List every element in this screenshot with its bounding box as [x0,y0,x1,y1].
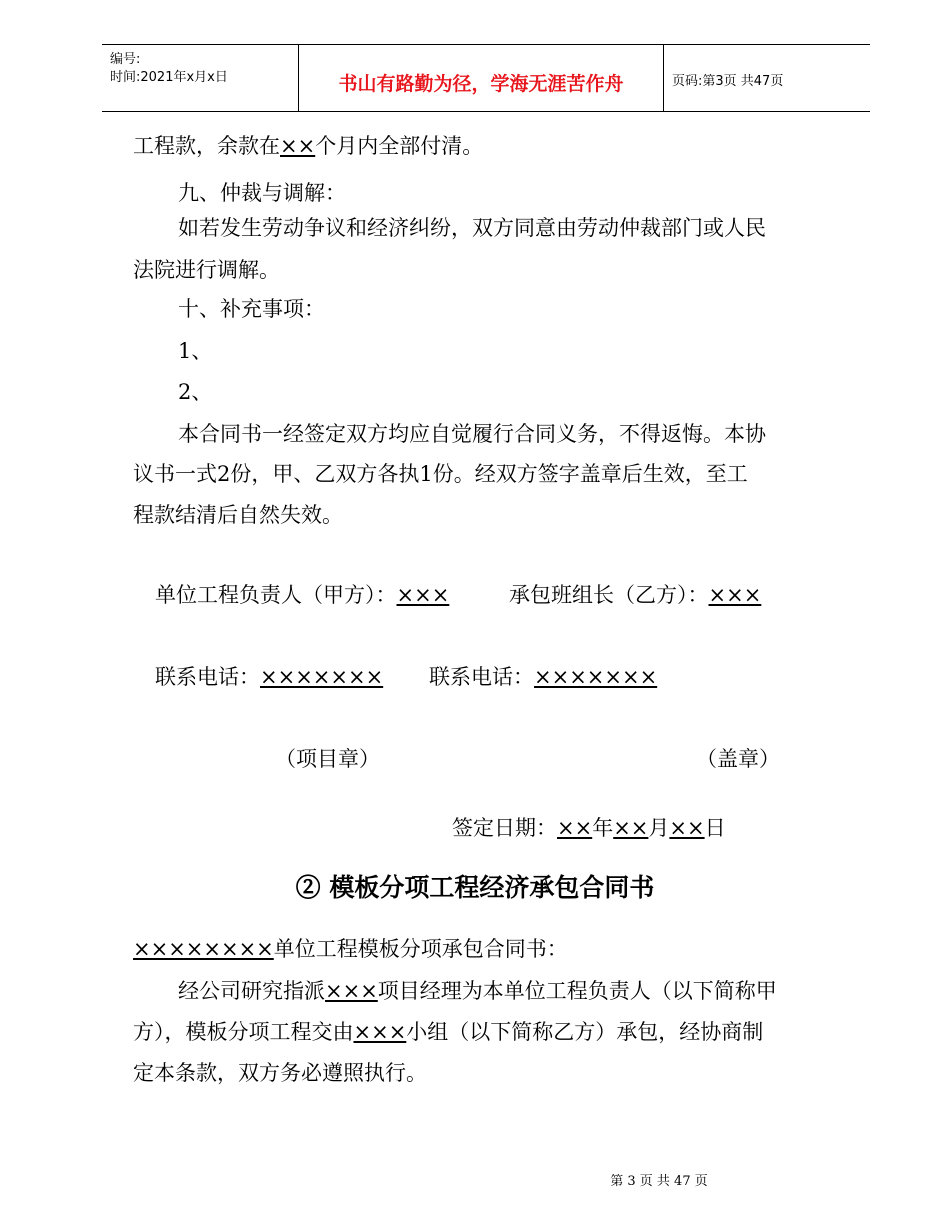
phone-label: 联系电话： [155,665,260,689]
header-page-number: 页码:第3页 共47页 [672,74,784,89]
text-segment: 个月内全部付清。 [315,134,484,158]
clause-heading-arbitration: 九、仲裁与调解： [178,181,346,205]
date-unit: 月 [648,816,670,840]
paragraph-arbitration-line1: 如若发生劳动争议和经济纠纷，双方同意由劳动仲裁部门或人民 [178,216,766,240]
signature-blank: ××× [708,583,762,607]
header-page-cell [664,45,870,111]
page-footer: 第 3 页 共 47 页 [610,1174,708,1189]
phone-blank: ××××××× [260,665,384,689]
date-unit: 年 [592,816,614,840]
signature-label: 单位工程负责人（甲方）： [155,583,397,607]
text-segment: 方），模板分项工程交由 [133,1020,354,1044]
date-unit: 日 [704,816,726,840]
header-motto-cell [298,45,664,111]
date-day-blank: ×× [669,816,705,840]
document-date-label: 时间:2021年x月x日 [110,70,228,85]
blank-field: ×× [280,134,316,158]
date-label: 签定日期： [452,816,557,840]
paragraph-assignment-line3: 定本条款，双方务必遵照执行。 [133,1061,427,1085]
paragraph-validity-line1: 本合同书一经签定双方均应自觉履行合同义务，不得返悔。本协 [178,422,766,446]
paragraph-assignment-line2 [133,1020,763,1045]
signature-party-b [509,583,761,608]
signature-party-a [155,583,449,608]
contract-subject-line [133,937,568,962]
paragraph-payment-end [133,134,483,159]
section-title: ② 模板分项工程经济承包合同书 [295,873,655,902]
header-motto: 书山有路勤为径，学海无涯苦作舟 [338,73,624,95]
phone-party-a [155,665,383,690]
blank-field: ×××××××× [133,937,274,961]
signing-date [452,816,726,841]
text-segment: 小组（以下简称乙方）承包，经协商制 [406,1020,764,1044]
supplement-item-1: 1、 [178,339,213,363]
date-year-blank: ×× [557,816,593,840]
seal-stamp-label: （盖章） [696,747,780,771]
phone-party-b [429,665,657,690]
blank-field: ××× [353,1020,407,1044]
text-segment: 经公司研究指派 [178,979,325,1003]
document-code-label: 编号: [110,52,141,67]
paragraph-validity-line3: 程款结清后自然失效。 [133,503,343,527]
text-segment: 单位工程模板分项承包合同书： [273,937,568,961]
header-meta-cell [102,45,298,111]
supplement-item-2: 2、 [178,380,213,404]
paragraph-assignment-line1 [178,979,777,1004]
signature-blank: ××× [396,583,450,607]
date-month-blank: ×× [613,816,649,840]
project-stamp-label: （项目章） [275,747,380,771]
phone-blank: ××××××× [534,665,658,689]
phone-label: 联系电话： [429,665,534,689]
clause-heading-supplement: 十、补充事项： [178,297,325,321]
signature-label: 承包班组长（乙方）： [509,583,709,607]
blank-field: ××× [325,979,378,1003]
paragraph-arbitration-line2: 法院进行调解。 [133,258,280,282]
text-segment: 工程款，余款在 [133,134,280,158]
page-header [102,44,870,112]
paragraph-validity-line2: 议书一式2份，甲、乙双方各执1份。经双方签字盖章后生效，至工 [133,462,748,486]
text-segment: 项目经理为本单位工程负责人（以下简称甲 [377,979,777,1003]
